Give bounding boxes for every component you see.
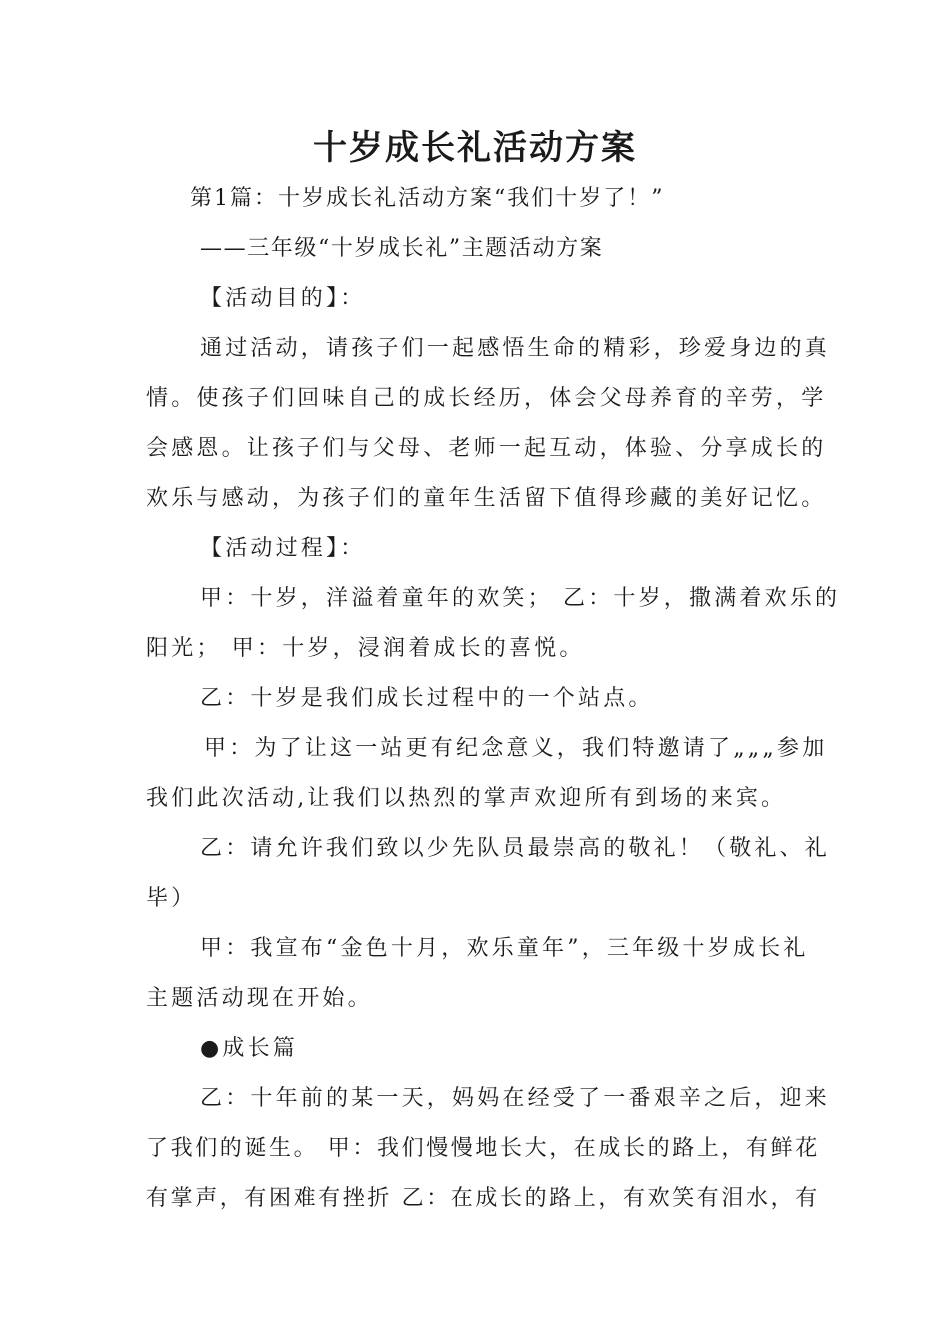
- text-line: 了我们的诞生。 甲：我们慢慢地长大，在成长的路上，有鲜花: [146, 1136, 820, 1161]
- text-line: 乙：十年前的某一天，妈妈在经受了一番艰辛之后，迎来: [200, 1086, 831, 1111]
- section-heading: 【活动目的】：: [200, 286, 366, 311]
- text-line: 乙：十岁是我们成长过程中的一个站点。: [200, 686, 654, 711]
- text-line: 会感恩。让孩子们与父母、老师一起互动，体验、分享成长的: [146, 436, 827, 461]
- text-line: 甲：十岁，洋溢着童年的欢笑； 乙：十岁，撒满着欢乐的: [200, 586, 841, 611]
- text-line: 毕）: [146, 886, 197, 911]
- text-line: 欢乐与感动，为孩子们的童年生活留下值得珍藏的美好记忆。: [146, 486, 827, 511]
- text-line: 甲：我宣布“金色十月，欢乐童年”，三年级十岁成长礼: [200, 936, 809, 961]
- text-line: 阳光； 甲：十岁，浸润着成长的喜悦。: [146, 636, 585, 661]
- text-line: 主题活动现在开始。: [146, 986, 373, 1011]
- text-line: ——三年级“十岁成长礼”主题活动方案: [200, 236, 604, 261]
- section-heading: 【活动过程】：: [200, 536, 366, 561]
- section-heading: ●成长篇: [200, 1036, 298, 1061]
- text-line: 有掌声，有困难有挫折 乙：在成长的路上，有欢笑有泪水，有: [146, 1186, 820, 1211]
- text-line: 通过活动，请孩子们一起感悟生命的精彩，珍爱身边的真: [200, 336, 831, 361]
- text-line: 乙：请允许我们致以少先队员最崇高的敬礼！（敬礼、礼: [200, 836, 831, 861]
- text-line: 我们此次活动,让我们以热烈的掌声欢迎所有到场的来宾。: [146, 786, 787, 811]
- text-line: 情。使孩子们回味自己的成长经历，体会父母养育的辛劳，学: [146, 386, 827, 411]
- text-line: 甲：为了让这一站更有纪念意义，我们特邀请了„„„参加: [204, 736, 828, 761]
- text-line: 第1篇：十岁成长礼活动方案“我们十岁了！”: [190, 186, 665, 211]
- document-title: 十岁成长礼活动方案: [313, 128, 637, 168]
